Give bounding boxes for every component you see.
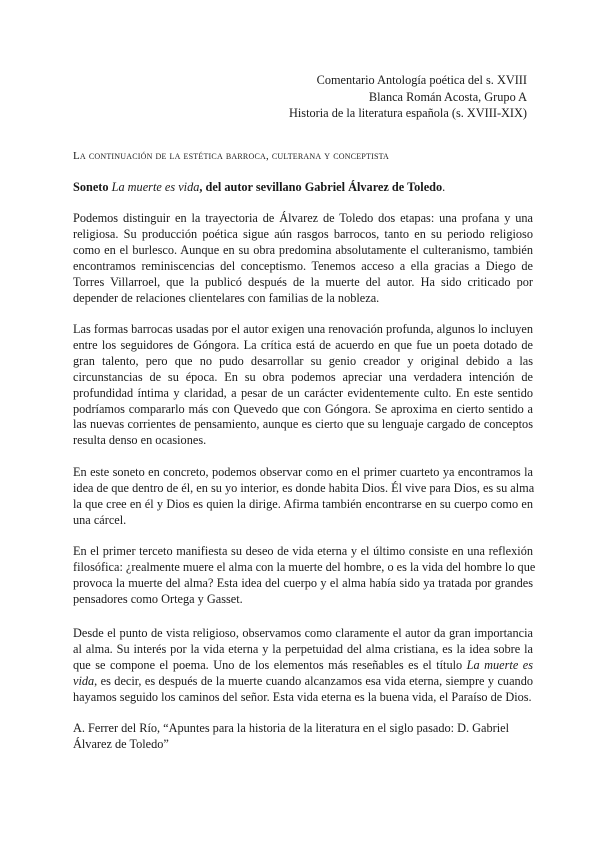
poem-title-italic: vida: [73, 673, 95, 688]
header-subject-line: Historia de la literatura española (s. XVIII-XIX): [289, 106, 527, 120]
title-part-3: , del autor sevillano Gabriel Álvarez de Toledo: [199, 180, 443, 194]
paragraph-text: , es decir, es después de la muerte cuando alcanzamos esa vida eterna, siempre y cuando: [94, 673, 533, 688]
paragraph-line: la que cree en él y Dios es quien la dirige. Afirma también encontrarse en su cuerpo como en: [73, 496, 533, 511]
paragraph-line: encontramos reminiscencias del conceptismo. Tenemos acceso a ella gracias a Diego de: [73, 258, 533, 273]
header-author-line: Blanca Román Acosta, Grupo A: [368, 89, 527, 104]
paragraph-line: Desde el punto de vista religioso, observamos como claramente el autor da gran importancia: [73, 626, 533, 640]
paragraph-line: como en el burlesco. Aunque en su obra predomina absolutamente el culteranismo, también: [73, 242, 533, 257]
paragraph-line: una cárcel.: [73, 512, 127, 527]
citation-line: A. Ferrer del Río, “Apuntes para la historia de la literatura en el siglo pasado: D. Gabriel: [73, 721, 510, 735]
paragraph-text: que se compone el poema. Uno de los elementos más reseñables es el título: [73, 657, 467, 672]
paragraph-3: [73, 465, 533, 529]
paragraph-line: entre los seguidores de Góngora. La crítica está de acuerdo en que fue un poeta dotado de: [73, 337, 533, 352]
paragraph-line: religiosa. Su producción poética sigue aún rasgos barrocos, tanto en su periodo religioso: [73, 226, 533, 241]
paragraph-5: [73, 626, 533, 706]
title-part-1: Soneto: [73, 180, 112, 194]
paragraph-line: [73, 658, 533, 674]
paragraph-line: filosófica: ¿realmente muere el alma con la muerte del hombre, o es la vida del hombre lo que: [73, 559, 536, 574]
paragraph-line: circunstancias de su época. En su obra podemos apreciar una verdadera intención de: [73, 369, 533, 384]
paragraph-line: Torres Villarroel, que la publicó después de la muerte del autor. Ha sido criticado por: [73, 274, 533, 289]
paragraph-line: resulta denso en ocasiones.: [73, 433, 207, 448]
paragraph-line: gran talento, pero que no pudo desarrollar su genio creador y original debido a las: [73, 353, 533, 368]
paragraph-1: [73, 211, 533, 306]
citation-line: Álvarez de Toledo”: [73, 736, 169, 751]
poem-title-italic: La muerte es: [466, 657, 533, 672]
paragraph-line: [73, 674, 533, 690]
paragraph-line: hayamos seguido los caminos del señor. Esta vida eterna es la buena vida, el Paraíso de Dios.: [73, 689, 532, 704]
paragraph-line: depender de relaciones clientelares con familias de la nobleza.: [73, 290, 380, 305]
paragraph-line: al alma. Su interés por la vida eterna y la perpetuidad del alma cristiana, es la idea sobre la: [73, 641, 533, 656]
paragraph-line: En este soneto en concreto, podemos observar como en el primer cuarteto ya encontramos la: [73, 465, 533, 479]
paragraph-line: idea de que dentro de él, en su yo interior, es donde habita Dios. Él vive para Dios, es su alma: [73, 480, 535, 495]
paragraph-4: [73, 544, 536, 608]
title-poem-name: La muerte es vida: [111, 180, 200, 194]
paragraph-line: podríamos compararlo más con Quevedo que con Góngora. Se aproxima en cierto sentido a: [73, 401, 533, 416]
paragraph-line: Podemos distinguir en la trayectoria de Álvarez de Toledo dos etapas: una profana y una: [73, 211, 533, 225]
document-title: [73, 180, 445, 195]
title-period: .: [442, 180, 446, 194]
paragraph-line: profundidad íntima y claridad, a pesar de un carácter evidentemente culto. En este sentido: [73, 385, 533, 400]
document-header: [289, 72, 527, 122]
section-subtitle: La continuación de la estética barroca, culterana y conceptista: [73, 150, 390, 162]
paragraph-line: pensadores como Ortega y Gasset.: [73, 591, 243, 606]
paragraph-line: las nuevas corrientes de pensamiento, aunque es cierto que su lenguaje cargado de conceptos: [73, 417, 533, 432]
reference-citation: [73, 721, 533, 753]
paragraph-line: Las formas barrocas usadas por el autor exigen una renovación profunda, algunos lo incluyen: [73, 322, 533, 336]
paragraph-line: provoca la muerte del alma? Esta idea del cuerpo y el alma había sido ya tratada por grandes: [73, 575, 533, 590]
paragraph-line: En el primer terceto manifiesta su deseo de vida eterna y el último consiste en una reflexión: [73, 544, 533, 558]
header-course-line: Comentario Antología poética del s. XVIII: [316, 73, 527, 87]
paragraph-2: [73, 322, 533, 449]
